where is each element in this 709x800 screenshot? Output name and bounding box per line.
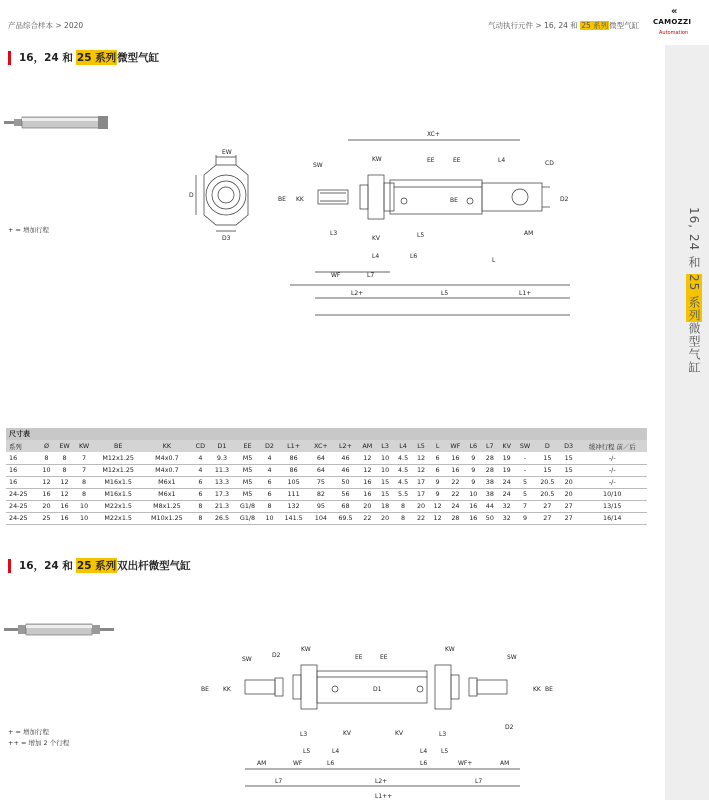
svg-text:SW: SW [507,654,517,661]
svg-text:KV: KV [343,730,352,737]
table-cell: M4x0.7 [143,464,192,476]
table-cell: 20 [358,500,377,512]
table-cell: 16 [465,512,482,524]
svg-text:L6: L6 [327,760,335,767]
table-cell: M5 [234,452,260,464]
svg-text:KV: KV [372,235,381,242]
svg-text:WF: WF [293,760,303,767]
table-cell: 105 [278,476,308,488]
table-cell: 32 [498,500,515,512]
svg-text:BE: BE [201,686,209,693]
table-cell: 10 [261,512,279,524]
table-cell: 24 [446,500,465,512]
table-cell: 27 [535,512,560,524]
table-cell: 20.5 [535,476,560,488]
table-cell: 24-25 [6,500,38,512]
col-header: L5 [413,440,430,452]
sidebar-title: 16, 24 和 25 系列微型气缸 [687,207,701,374]
table-cell: 10 [74,512,94,524]
table-cell: 15 [377,488,394,500]
col-header: WF [446,440,465,452]
table-cell: M22x1.5 [94,512,143,524]
table-cell: 4 [261,452,279,464]
table-cell: M4x0.7 [143,452,192,464]
table-cell: 8 [261,500,279,512]
table-cell: 5 [515,488,535,500]
side-view-drawing [270,125,590,325]
table-cell: 86 [278,464,308,476]
table-cell: 4 [191,452,209,464]
table-cell: 8 [191,500,209,512]
svg-text:EE: EE [427,157,435,164]
table-cell: 27 [535,500,560,512]
col-header: AM [358,440,377,452]
svg-text:SW: SW [313,162,323,169]
table-cell: 10 [377,452,394,464]
note-double-stroke: ++ = 增加 2 个行程 [8,739,70,747]
table-cell: M5 [234,464,260,476]
table-cell: M5 [234,476,260,488]
svg-text:L5: L5 [303,748,311,755]
col-header: EE [234,440,260,452]
breadcrumb-right: 气动执行元件 > 16, 24 和 25 系列微型气缸 [488,21,640,30]
svg-text:L4: L4 [332,748,340,755]
svg-text:D2: D2 [560,196,569,203]
table-cell: 27 [560,500,578,512]
table-cell: 16 [6,476,38,488]
table-cell: 21.3 [209,500,234,512]
table-cell: 6 [191,488,209,500]
table-cell: 6 [429,464,446,476]
col-header: CD [191,440,209,452]
svg-text:L6: L6 [420,760,428,767]
table-cell: 44 [482,500,499,512]
table-cell: 95 [309,500,333,512]
section-title-1: 16，24 和 25 系列 微型气缸 [8,50,159,65]
logo-text: CAMOZZI [653,18,692,26]
svg-text:AM: AM [257,760,267,767]
dimension-table [6,428,647,525]
svg-text:L5: L5 [417,232,425,239]
table-cell: 20 [560,476,578,488]
col-header: L4 [393,440,412,452]
table-cell: 56 [333,488,358,500]
svg-text:L4: L4 [420,748,428,755]
table-cell: 10 [377,464,394,476]
table-cell: 4.5 [393,452,412,464]
svg-text:L3: L3 [330,230,338,237]
table-header-row [6,440,647,452]
table-cell: -/- [578,452,647,464]
product-photo-2 [4,620,116,640]
svg-text:L2+: L2+ [375,778,388,785]
table-cell: 12 [413,452,430,464]
table-cell: 9 [465,464,482,476]
table-row [6,452,647,464]
table [6,440,647,525]
logo-subtext: Automation [659,30,689,36]
table-cell: 10 [74,500,94,512]
table-cell: 24-25 [6,512,38,524]
table-cell: 9 [429,488,446,500]
svg-text:L7: L7 [367,272,375,279]
table-cell: 50 [482,512,499,524]
table-cell: M22x1.5 [94,500,143,512]
table-cell: 69.5 [333,512,358,524]
svg-text:EE: EE [453,157,461,164]
table-cell: 9 [465,476,482,488]
svg-text:L: L [492,257,496,264]
table-cell: 16 [358,488,377,500]
table-cell: 132 [278,500,308,512]
table-cell: 13/15 [578,500,647,512]
table-cell: 28 [482,464,499,476]
table-row [6,464,647,476]
table-cell: 20.5 [535,488,560,500]
table-cell: 4 [261,464,279,476]
table-cell: 16 [446,452,465,464]
svg-text:D2: D2 [272,652,281,659]
table-cell: -/- [578,464,647,476]
brand-logo [649,0,709,45]
table-cell: 16 [465,500,482,512]
table-cell: 12 [413,464,430,476]
table-cell: 12 [38,476,55,488]
table-cell: 5 [515,476,535,488]
section-title-2: 16，24 和 25 系列 双出杆微型气缸 [8,558,191,573]
table-cell: 12 [55,488,75,500]
logo-mark-icon: « [671,6,678,17]
table-cell: 8 [74,488,94,500]
table-cell: 9 [429,476,446,488]
table-cell: M5 [234,488,260,500]
table-cell: M12x1.25 [94,464,143,476]
svg-text:L1++: L1++ [375,793,393,800]
table-cell: - [515,452,535,464]
table-cell: 22 [446,488,465,500]
col-header: 缓冲行程 前／后 [578,440,647,452]
table-cell: 15 [377,476,394,488]
table-cell: 4.5 [393,476,412,488]
table-cell: 19 [498,452,515,464]
section-marker [8,51,11,65]
table-cell: 15 [535,452,560,464]
table-cell: 16 [38,488,55,500]
table-cell: 9 [515,512,535,524]
table-cell: 22 [413,512,430,524]
table-cell: 17.3 [209,488,234,500]
svg-text:WF: WF [331,272,341,279]
table-row [6,488,647,500]
svg-text:EW: EW [222,149,232,156]
svg-text:SW: SW [242,656,252,663]
table-cell: 22 [446,476,465,488]
table-cell: 16 [446,464,465,476]
svg-text:L6: L6 [410,253,418,260]
table-cell: 8 [191,512,209,524]
table-cell: 111 [278,488,308,500]
table-cell: 8 [74,476,94,488]
col-header: KK [143,440,192,452]
table-cell: 6 [261,476,279,488]
svg-text:L3: L3 [300,731,308,738]
col-header: 系列 [6,440,38,452]
table-caption: 尺寸表 [6,428,647,440]
table-cell: 10 [465,488,482,500]
table-cell: 8 [55,452,75,464]
col-header: L2+ [333,440,358,452]
table-row [6,500,647,512]
table-cell: - [515,464,535,476]
product-photo-1 [4,113,112,133]
svg-text:CD: CD [545,160,554,167]
table-cell: 28 [446,512,465,524]
table-cell: 17 [413,488,430,500]
col-header: L [429,440,446,452]
col-header: D3 [560,440,578,452]
svg-text:WF+: WF+ [458,760,473,767]
table-cell: 8 [393,512,412,524]
svg-text:BE: BE [278,196,286,203]
table-cell: 20 [560,488,578,500]
svg-text:KV: KV [395,730,404,737]
table-cell: 46 [333,464,358,476]
table-cell: -/- [578,476,647,488]
table-cell: 12 [429,512,446,524]
col-header: EW [55,440,75,452]
table-cell: 4 [191,464,209,476]
section-marker [8,559,11,573]
table-cell: 86 [278,452,308,464]
table-cell: 15 [560,452,578,464]
table-cell: 19 [498,464,515,476]
col-header: Ø [38,440,55,452]
table-cell: 8 [393,500,412,512]
table-cell: 32 [498,512,515,524]
svg-text:D3: D3 [222,235,231,242]
svg-text:L3: L3 [439,731,447,738]
svg-text:D1: D1 [373,686,382,693]
table-cell: 6 [191,476,209,488]
svg-text:AM: AM [524,230,534,237]
svg-text:XC+: XC+ [427,131,440,138]
svg-text:KK: KK [533,686,541,693]
table-cell: 141.5 [278,512,308,524]
table-cell: 64 [309,452,333,464]
table-cell: 16 [6,464,38,476]
table-cell: 9 [465,452,482,464]
table-cell: G1/8 [234,500,260,512]
table-cell: 27 [560,512,578,524]
table-cell: 16/14 [578,512,647,524]
table-cell: 25 [38,512,55,524]
table-cell: 50 [333,476,358,488]
table-cell: M12x1.25 [94,452,143,464]
svg-text:L4: L4 [498,157,506,164]
svg-text:L2+: L2+ [351,290,364,297]
table-cell: 20 [377,512,394,524]
svg-text:EE: EE [380,654,388,661]
table-cell: 12 [358,452,377,464]
svg-text:EE: EE [355,654,363,661]
col-header: L6 [465,440,482,452]
table-cell: M6x1 [143,476,192,488]
table-cell: 9.3 [209,452,234,464]
svg-text:KW: KW [372,156,382,163]
table-cell: 7 [74,452,94,464]
table-cell: 38 [482,476,499,488]
svg-text:L7: L7 [275,778,283,785]
svg-text:AM: AM [500,760,510,767]
table-cell: 16 [55,512,75,524]
svg-text:L5: L5 [441,748,449,755]
table-cell: 46 [333,452,358,464]
table-cell: 13.3 [209,476,234,488]
col-header: L7 [482,440,499,452]
table-cell: 22 [358,512,377,524]
svg-text:L5: L5 [441,290,449,297]
table-cell: 75 [309,476,333,488]
table-cell: 104 [309,512,333,524]
col-header: KW [74,440,94,452]
col-header: D [535,440,560,452]
table-cell: 38 [482,488,499,500]
table-cell: M10x1.25 [143,512,192,524]
table-cell: M6x1 [143,488,192,500]
table-cell: 6 [261,488,279,500]
svg-text:KW: KW [301,646,311,653]
svg-text:KK: KK [296,196,304,203]
double-rod-drawing [195,643,560,800]
breadcrumb-left: 产品综合样本 > 2020 [8,21,84,30]
table-cell: 16 [6,452,38,464]
note-stroke: + = 增加行程 [8,728,50,736]
end-view-drawing [186,145,266,255]
table-cell: 6 [429,452,446,464]
col-header: BE [94,440,143,452]
table-cell: 68 [333,500,358,512]
table-cell: 20 [38,500,55,512]
svg-text:D2: D2 [505,724,514,731]
table-cell: 18 [377,500,394,512]
table-cell: 28 [482,452,499,464]
table-cell: 16 [55,500,75,512]
table-cell: 17 [413,476,430,488]
svg-text:L7: L7 [475,778,483,785]
table-cell: M16x1.5 [94,476,143,488]
table-cell: 10 [38,464,55,476]
svg-text:BE: BE [450,197,458,204]
table-cell: 11.3 [209,464,234,476]
col-header: L3 [377,440,394,452]
svg-text:KW: KW [445,646,455,653]
svg-text:D: D [189,192,194,199]
table-cell: M8x1.25 [143,500,192,512]
note-stroke: + = 增加行程 [8,226,50,234]
table-cell: 15 [535,464,560,476]
table-cell: 10/10 [578,488,647,500]
table-cell: 12 [55,476,75,488]
col-header: L1+ [278,440,308,452]
table-cell: 24 [498,488,515,500]
table-cell: 26.5 [209,512,234,524]
table-cell: 7 [74,464,94,476]
svg-text:BE: BE [545,686,553,693]
svg-text:L4: L4 [372,253,380,260]
table-cell: 64 [309,464,333,476]
sidebar [665,0,709,800]
table-cell: M16x1.5 [94,488,143,500]
col-header: KV [498,440,515,452]
table-cell: 7 [515,500,535,512]
table-cell: 8 [38,452,55,464]
svg-text:L1+: L1+ [519,290,532,297]
table-cell: 5.5 [393,488,412,500]
table-cell: 12 [429,500,446,512]
table-cell: 24-25 [6,488,38,500]
col-header: D2 [261,440,279,452]
table-cell: 15 [560,464,578,476]
table-cell: 20 [413,500,430,512]
table-cell: G1/8 [234,512,260,524]
col-header: XC+ [309,440,333,452]
table-cell: 4.5 [393,464,412,476]
table-cell: 8 [55,464,75,476]
table-cell: 82 [309,488,333,500]
col-header: D1 [209,440,234,452]
table-cell: 12 [358,464,377,476]
table-row [6,476,647,488]
table-cell: 16 [358,476,377,488]
col-header: SW [515,440,535,452]
svg-text:KK: KK [223,686,231,693]
table-cell: 24 [498,476,515,488]
table-row [6,512,647,524]
